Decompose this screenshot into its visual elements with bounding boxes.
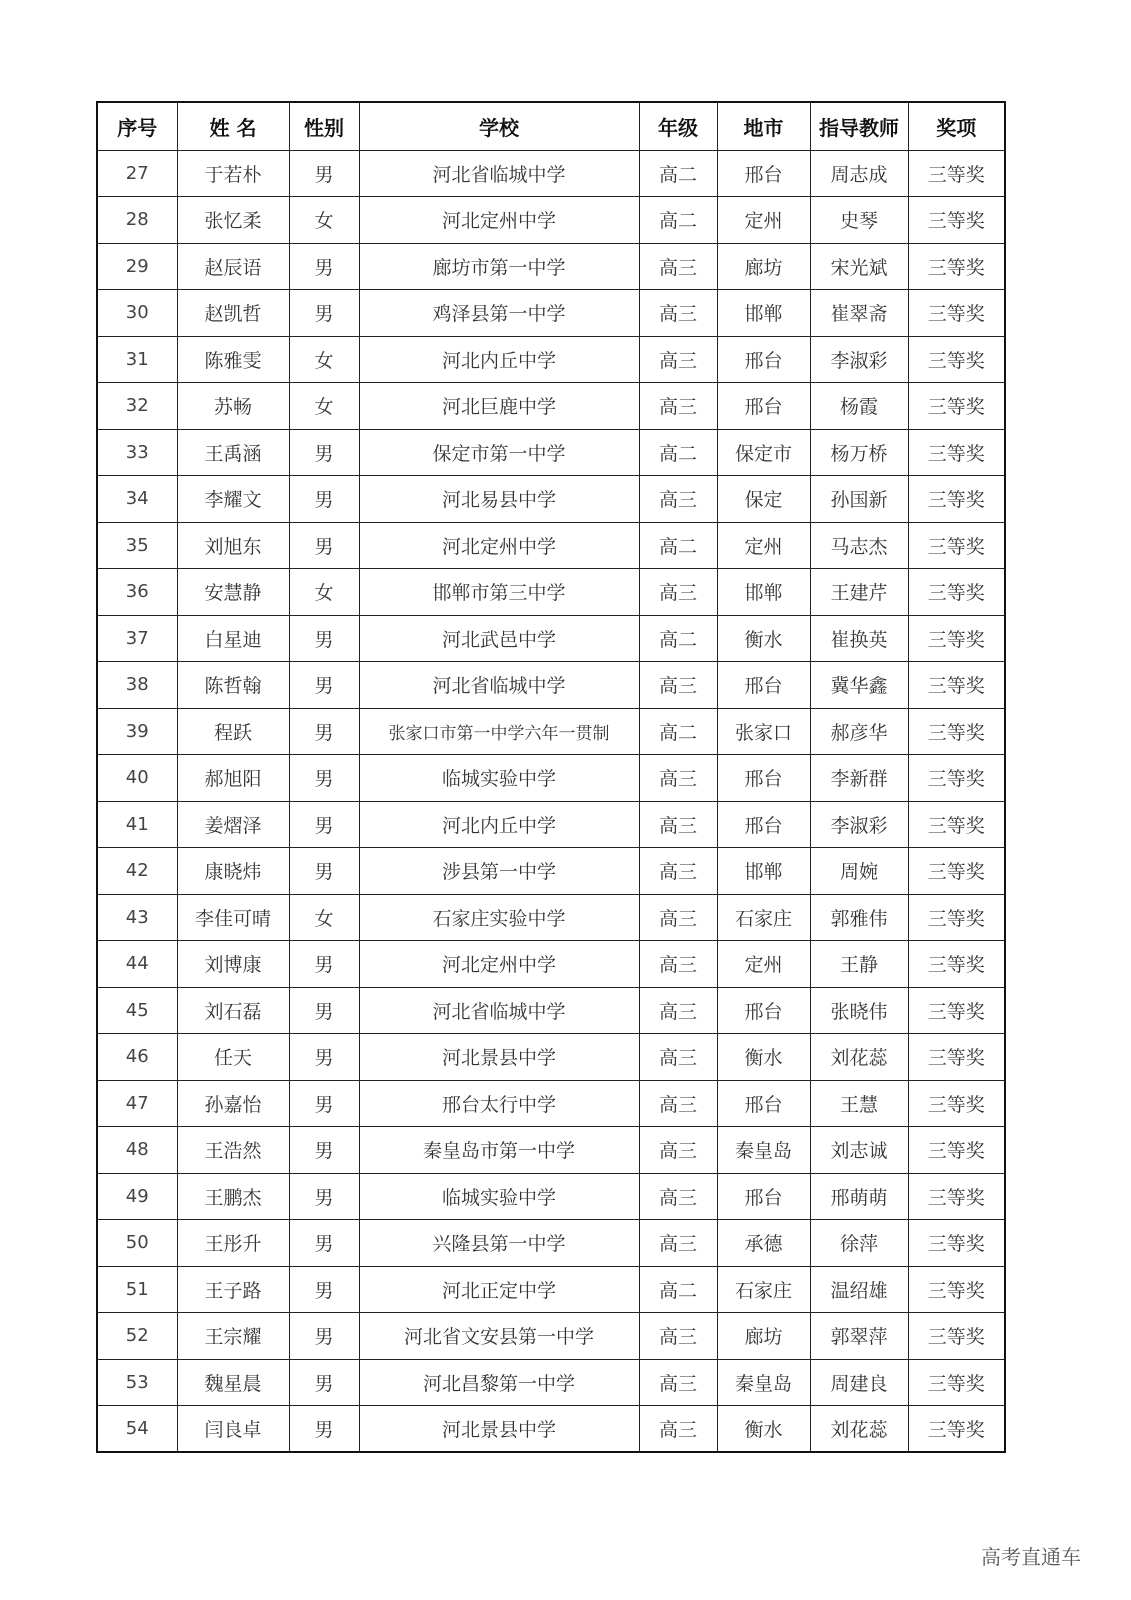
cell-teacher: 温绍雄 (810, 1266, 908, 1313)
cell-city: 邯郸 (717, 569, 810, 616)
table-row (97, 1034, 1005, 1081)
cell-grade: 高三 (639, 801, 717, 848)
cell-gender: 男 (289, 662, 359, 709)
cell-award: 三等奖 (908, 1034, 1005, 1081)
cell-school: 河北内丘中学 (359, 801, 639, 848)
cell-teacher: 王静 (810, 941, 908, 988)
table-row (97, 336, 1005, 383)
cell-name: 王鹏杰 (177, 1173, 289, 1220)
cell-name: 王禹涵 (177, 429, 289, 476)
cell-name: 赵辰语 (177, 243, 289, 290)
cell-name: 陈雅雯 (177, 336, 289, 383)
table-row (97, 941, 1005, 988)
cell-gender: 男 (289, 1266, 359, 1313)
cell-teacher: 王慧 (810, 1080, 908, 1127)
cell-name: 李佳可晴 (177, 894, 289, 941)
cell-gender: 女 (289, 336, 359, 383)
cell-school: 河北省文安县第一中学 (359, 1313, 639, 1360)
cell-index: 31 (97, 336, 177, 383)
cell-name: 姜熠泽 (177, 801, 289, 848)
cell-teacher: 崔换英 (810, 615, 908, 662)
cell-grade: 高三 (639, 941, 717, 988)
cell-index: 34 (97, 476, 177, 523)
cell-grade: 高三 (639, 1359, 717, 1406)
cell-gender: 男 (289, 801, 359, 848)
cell-award: 三等奖 (908, 1080, 1005, 1127)
cell-school: 河北正定中学 (359, 1266, 639, 1313)
cell-name: 白星迪 (177, 615, 289, 662)
cell-grade: 高三 (639, 662, 717, 709)
cell-city: 邯郸 (717, 848, 810, 895)
table-row (97, 522, 1005, 569)
cell-teacher: 刘花蕊 (810, 1034, 908, 1081)
table-row (97, 1406, 1005, 1453)
cell-award: 三等奖 (908, 708, 1005, 755)
cell-city: 石家庄 (717, 1266, 810, 1313)
cell-gender: 男 (289, 848, 359, 895)
cell-index: 33 (97, 429, 177, 476)
cell-index: 30 (97, 290, 177, 337)
cell-index: 45 (97, 987, 177, 1034)
cell-city: 衡水 (717, 615, 810, 662)
cell-index: 54 (97, 1406, 177, 1453)
cell-grade: 高三 (639, 1313, 717, 1360)
cell-award: 三等奖 (908, 1173, 1005, 1220)
cell-school: 廊坊市第一中学 (359, 243, 639, 290)
cell-gender: 男 (289, 1220, 359, 1267)
cell-city: 保定市 (717, 429, 810, 476)
cell-award: 三等奖 (908, 987, 1005, 1034)
cell-teacher: 杨霞 (810, 383, 908, 430)
cell-teacher: 崔翠斋 (810, 290, 908, 337)
cell-gender: 男 (289, 941, 359, 988)
cell-grade: 高三 (639, 894, 717, 941)
cell-school: 河北景县中学 (359, 1406, 639, 1453)
cell-teacher: 周婉 (810, 848, 908, 895)
cell-teacher: 杨万桥 (810, 429, 908, 476)
header-teacher: 指导教师 (810, 102, 908, 150)
cell-award: 三等奖 (908, 336, 1005, 383)
cell-index: 51 (97, 1266, 177, 1313)
cell-gender: 女 (289, 197, 359, 244)
cell-grade: 高三 (639, 243, 717, 290)
cell-teacher: 郝彦华 (810, 708, 908, 755)
cell-city: 邢台 (717, 150, 810, 197)
table-row (97, 569, 1005, 616)
cell-city: 张家口 (717, 708, 810, 755)
cell-grade: 高三 (639, 1034, 717, 1081)
cell-city: 廊坊 (717, 243, 810, 290)
cell-city: 秦皇岛 (717, 1359, 810, 1406)
cell-grade: 高三 (639, 987, 717, 1034)
table-row (97, 1266, 1005, 1313)
cell-name: 李耀文 (177, 476, 289, 523)
cell-index: 49 (97, 1173, 177, 1220)
cell-city: 邢台 (717, 987, 810, 1034)
cell-teacher: 徐萍 (810, 1220, 908, 1267)
cell-school: 鸡泽县第一中学 (359, 290, 639, 337)
cell-city: 保定 (717, 476, 810, 523)
cell-award: 三等奖 (908, 662, 1005, 709)
cell-gender: 男 (289, 1127, 359, 1174)
cell-city: 邢台 (717, 336, 810, 383)
cell-city: 邢台 (717, 662, 810, 709)
table-row (97, 1173, 1005, 1220)
table-row (97, 1080, 1005, 1127)
cell-city: 承德 (717, 1220, 810, 1267)
cell-award: 三等奖 (908, 1127, 1005, 1174)
cell-school: 邯郸市第三中学 (359, 569, 639, 616)
cell-name: 孙嘉怡 (177, 1080, 289, 1127)
cell-teacher: 周建良 (810, 1359, 908, 1406)
cell-gender: 男 (289, 1034, 359, 1081)
cell-gender: 男 (289, 1406, 359, 1453)
table-row (97, 801, 1005, 848)
cell-city: 定州 (717, 941, 810, 988)
cell-city: 邢台 (717, 801, 810, 848)
cell-name: 王宗耀 (177, 1313, 289, 1360)
cell-city: 邢台 (717, 755, 810, 802)
cell-school: 河北省临城中学 (359, 150, 639, 197)
header-name: 姓 名 (177, 102, 289, 150)
cell-index: 38 (97, 662, 177, 709)
cell-city: 定州 (717, 522, 810, 569)
cell-teacher: 邢萌萌 (810, 1173, 908, 1220)
cell-award: 三等奖 (908, 243, 1005, 290)
cell-name: 陈哲翰 (177, 662, 289, 709)
cell-city: 石家庄 (717, 894, 810, 941)
cell-index: 32 (97, 383, 177, 430)
cell-index: 47 (97, 1080, 177, 1127)
cell-grade: 高三 (639, 1127, 717, 1174)
cell-city: 定州 (717, 197, 810, 244)
cell-award: 三等奖 (908, 1313, 1005, 1360)
cell-grade: 高三 (639, 383, 717, 430)
cell-award: 三等奖 (908, 1359, 1005, 1406)
cell-gender: 女 (289, 569, 359, 616)
cell-index: 52 (97, 1313, 177, 1360)
table-row (97, 243, 1005, 290)
table-row (97, 1220, 1005, 1267)
cell-gender: 女 (289, 383, 359, 430)
cell-grade: 高二 (639, 615, 717, 662)
cell-gender: 男 (289, 150, 359, 197)
table-row (97, 429, 1005, 476)
cell-name: 郝旭阳 (177, 755, 289, 802)
cell-name: 王彤升 (177, 1220, 289, 1267)
table-row (97, 1359, 1005, 1406)
cell-index: 41 (97, 801, 177, 848)
cell-award: 三等奖 (908, 801, 1005, 848)
cell-city: 秦皇岛 (717, 1127, 810, 1174)
table-body (97, 150, 1005, 1452)
cell-city: 邢台 (717, 1080, 810, 1127)
cell-gender: 男 (289, 522, 359, 569)
cell-award: 三等奖 (908, 941, 1005, 988)
cell-teacher: 郭翠萍 (810, 1313, 908, 1360)
cell-grade: 高三 (639, 1406, 717, 1453)
cell-gender: 男 (289, 708, 359, 755)
cell-award: 三等奖 (908, 894, 1005, 941)
cell-school: 河北内丘中学 (359, 336, 639, 383)
cell-award: 三等奖 (908, 290, 1005, 337)
cell-name: 任天 (177, 1034, 289, 1081)
cell-city: 邯郸 (717, 290, 810, 337)
cell-index: 44 (97, 941, 177, 988)
table-row (97, 755, 1005, 802)
cell-gender: 男 (289, 429, 359, 476)
cell-name: 刘石磊 (177, 987, 289, 1034)
table-row (97, 150, 1005, 197)
cell-index: 42 (97, 848, 177, 895)
cell-index: 39 (97, 708, 177, 755)
cell-gender: 男 (289, 987, 359, 1034)
cell-gender: 男 (289, 1173, 359, 1220)
table-row (97, 1127, 1005, 1174)
cell-teacher: 史琴 (810, 197, 908, 244)
cell-teacher: 王建芹 (810, 569, 908, 616)
cell-school: 保定市第一中学 (359, 429, 639, 476)
cell-grade: 高三 (639, 476, 717, 523)
cell-school: 河北昌黎第一中学 (359, 1359, 639, 1406)
cell-school: 临城实验中学 (359, 1173, 639, 1220)
cell-teacher: 马志杰 (810, 522, 908, 569)
cell-gender: 男 (289, 1313, 359, 1360)
cell-grade: 高二 (639, 197, 717, 244)
cell-grade: 高三 (639, 1220, 717, 1267)
cell-award: 三等奖 (908, 429, 1005, 476)
cell-school: 河北巨鹿中学 (359, 383, 639, 430)
cell-award: 三等奖 (908, 197, 1005, 244)
cell-teacher: 李淑彩 (810, 336, 908, 383)
cell-teacher: 刘志诚 (810, 1127, 908, 1174)
cell-teacher: 李新群 (810, 755, 908, 802)
cell-name: 康晓炜 (177, 848, 289, 895)
table-row (97, 290, 1005, 337)
cell-index: 43 (97, 894, 177, 941)
cell-index: 48 (97, 1127, 177, 1174)
cell-index: 46 (97, 1034, 177, 1081)
cell-award: 三等奖 (908, 1220, 1005, 1267)
cell-teacher: 冀华鑫 (810, 662, 908, 709)
cell-school: 张家口市第一中学六年一贯制 (359, 708, 639, 755)
cell-grade: 高二 (639, 522, 717, 569)
cell-index: 29 (97, 243, 177, 290)
cell-gender: 男 (289, 290, 359, 337)
cell-gender: 男 (289, 1359, 359, 1406)
cell-index: 37 (97, 615, 177, 662)
table-row (97, 383, 1005, 430)
cell-award: 三等奖 (908, 476, 1005, 523)
table-row (97, 894, 1005, 941)
table-row (97, 987, 1005, 1034)
cell-name: 刘博康 (177, 941, 289, 988)
cell-index: 28 (97, 197, 177, 244)
cell-city: 衡水 (717, 1034, 810, 1081)
cell-award: 三等奖 (908, 615, 1005, 662)
header-row (97, 102, 1005, 150)
header-grade: 年级 (639, 102, 717, 150)
cell-school: 河北定州中学 (359, 941, 639, 988)
table-row (97, 708, 1005, 755)
cell-teacher: 刘花蕊 (810, 1406, 908, 1453)
cell-name: 魏星晨 (177, 1359, 289, 1406)
cell-award: 三等奖 (908, 150, 1005, 197)
cell-teacher: 张晓伟 (810, 987, 908, 1034)
header-school: 学校 (359, 102, 639, 150)
cell-school: 临城实验中学 (359, 755, 639, 802)
cell-school: 邢台太行中学 (359, 1080, 639, 1127)
cell-school: 兴隆县第一中学 (359, 1220, 639, 1267)
cell-city: 邢台 (717, 383, 810, 430)
cell-grade: 高三 (639, 290, 717, 337)
cell-award: 三等奖 (908, 1406, 1005, 1453)
cell-name: 王浩然 (177, 1127, 289, 1174)
cell-teacher: 李淑彩 (810, 801, 908, 848)
header-index: 序号 (97, 102, 177, 150)
cell-index: 40 (97, 755, 177, 802)
cell-name: 王子路 (177, 1266, 289, 1313)
header-city: 地市 (717, 102, 810, 150)
cell-gender: 女 (289, 894, 359, 941)
cell-school: 河北景县中学 (359, 1034, 639, 1081)
table-row (97, 1313, 1005, 1360)
cell-gender: 男 (289, 243, 359, 290)
cell-award: 三等奖 (908, 1266, 1005, 1313)
cell-gender: 男 (289, 1080, 359, 1127)
cell-school: 河北省临城中学 (359, 662, 639, 709)
cell-grade: 高二 (639, 429, 717, 476)
header-gender: 性别 (289, 102, 359, 150)
cell-school: 涉县第一中学 (359, 848, 639, 895)
award-table (96, 101, 1006, 1453)
cell-grade: 高三 (639, 1173, 717, 1220)
cell-index: 50 (97, 1220, 177, 1267)
cell-gender: 男 (289, 476, 359, 523)
header-award: 奖项 (908, 102, 1005, 150)
cell-grade: 高三 (639, 1080, 717, 1127)
cell-index: 27 (97, 150, 177, 197)
cell-award: 三等奖 (908, 755, 1005, 802)
cell-grade: 高三 (639, 336, 717, 383)
cell-grade: 高二 (639, 708, 717, 755)
table-row (97, 615, 1005, 662)
cell-award: 三等奖 (908, 383, 1005, 430)
cell-teacher: 郭雅伟 (810, 894, 908, 941)
cell-grade: 高二 (639, 1266, 717, 1313)
cell-index: 53 (97, 1359, 177, 1406)
cell-teacher: 周志成 (810, 150, 908, 197)
cell-school: 河北易县中学 (359, 476, 639, 523)
cell-grade: 高三 (639, 569, 717, 616)
cell-index: 36 (97, 569, 177, 616)
cell-teacher: 宋光斌 (810, 243, 908, 290)
cell-name: 张忆柔 (177, 197, 289, 244)
cell-name: 安慧静 (177, 569, 289, 616)
cell-grade: 高三 (639, 755, 717, 802)
cell-school: 石家庄实验中学 (359, 894, 639, 941)
cell-city: 衡水 (717, 1406, 810, 1453)
cell-teacher: 孙国新 (810, 476, 908, 523)
cell-school: 河北武邑中学 (359, 615, 639, 662)
table-row (97, 848, 1005, 895)
cell-name: 赵凯哲 (177, 290, 289, 337)
cell-school: 河北定州中学 (359, 197, 639, 244)
cell-city: 邢台 (717, 1173, 810, 1220)
table-header (97, 102, 1005, 150)
cell-grade: 高二 (639, 150, 717, 197)
cell-award: 三等奖 (908, 522, 1005, 569)
cell-name: 苏畅 (177, 383, 289, 430)
cell-name: 闫良卓 (177, 1406, 289, 1453)
cell-name: 于若朴 (177, 150, 289, 197)
cell-index: 35 (97, 522, 177, 569)
cell-grade: 高三 (639, 848, 717, 895)
cell-city: 廊坊 (717, 1313, 810, 1360)
cell-award: 三等奖 (908, 569, 1005, 616)
source-watermark: 高考直通车 (981, 1545, 1081, 1569)
cell-name: 程跃 (177, 708, 289, 755)
cell-gender: 男 (289, 755, 359, 802)
table-row (97, 197, 1005, 244)
table-row (97, 476, 1005, 523)
table-row (97, 662, 1005, 709)
cell-school: 河北定州中学 (359, 522, 639, 569)
cell-award: 三等奖 (908, 848, 1005, 895)
cell-school: 河北省临城中学 (359, 987, 639, 1034)
cell-gender: 男 (289, 615, 359, 662)
cell-name: 刘旭东 (177, 522, 289, 569)
cell-school: 秦皇岛市第一中学 (359, 1127, 639, 1174)
